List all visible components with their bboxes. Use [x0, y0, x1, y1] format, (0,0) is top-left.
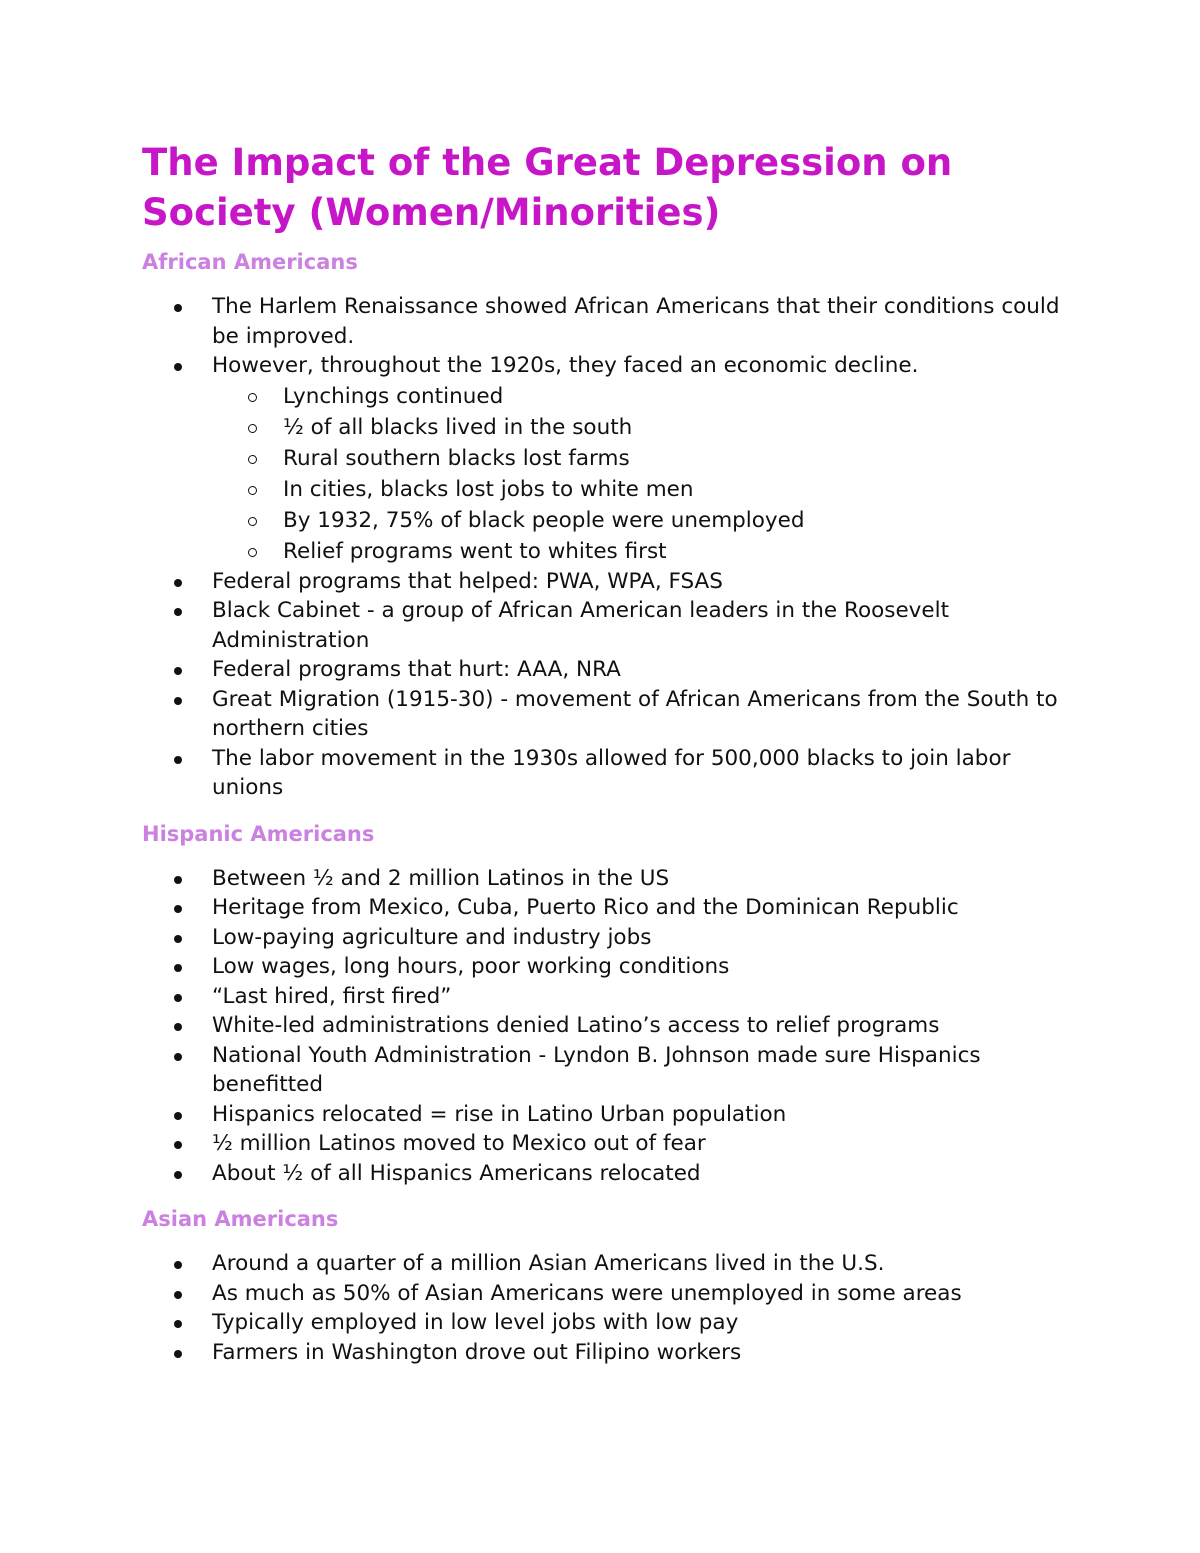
list-item: Farmers in Washington drove out Filipino workers — [142, 1338, 1072, 1368]
section-heading-african-americans: African Americans — [142, 250, 358, 274]
sub-list-item: In cities, blacks lost jobs to white men — [142, 474, 1072, 505]
list-item: The labor movement in the 1930s allowed for 500,000 blacks to join labor unions — [142, 744, 1072, 803]
bullet-icon — [174, 1141, 182, 1149]
list-item: Low-paying agriculture and industry jobs — [142, 923, 1072, 953]
list-item: About ½ of all Hispanics Americans relocated — [142, 1159, 1072, 1189]
bullet-icon — [174, 876, 182, 884]
african-americans-sublist — [142, 381, 1072, 567]
bullet-icon — [174, 304, 182, 312]
list-item: However, throughout the 1920s, they faced an economic decline. — [142, 351, 1072, 381]
list-item: Low wages, long hours, poor working conditions — [142, 952, 1072, 982]
bullet-icon — [174, 1350, 182, 1358]
list-item: National Youth Administration - Lyndon B. Johnson made sure Hispanics benefitted — [142, 1041, 1072, 1100]
bullet-icon — [174, 1023, 182, 1031]
list-item: Federal programs that helped: PWA, WPA, FSAS — [142, 567, 1072, 597]
bullet-icon — [174, 608, 182, 616]
list-item: Black Cabinet - a group of African American leaders in the Roosevelt Administration — [142, 596, 1072, 655]
section-heading-asian-americans: Asian Americans — [142, 1207, 339, 1231]
sub-list-item: Relief programs went to whites first — [142, 536, 1072, 567]
hispanic-americans-list — [142, 864, 1072, 1189]
bullet-icon — [174, 1112, 182, 1120]
list-item: Between ½ and 2 million Latinos in the US — [142, 864, 1072, 894]
list-item: Federal programs that hurt: AAA, NRA — [142, 655, 1072, 685]
document-page — [142, 138, 1072, 1367]
list-item: “Last hired, first fired” — [142, 982, 1072, 1012]
african-americans-list — [142, 292, 1072, 381]
bullet-icon — [174, 905, 182, 913]
hollow-bullet-icon — [248, 548, 257, 557]
bullet-icon — [174, 1053, 182, 1061]
sub-list-item: ½ of all blacks lived in the south — [142, 412, 1072, 443]
hollow-bullet-icon — [248, 424, 257, 433]
bullet-icon — [174, 667, 182, 675]
hollow-bullet-icon — [248, 517, 257, 526]
sub-list-item: By 1932, 75% of black people were unemployed — [142, 505, 1072, 536]
bullet-icon — [174, 1171, 182, 1179]
bullet-icon — [174, 1320, 182, 1328]
sub-list-item: Lynchings continued — [142, 381, 1072, 412]
hollow-bullet-icon — [248, 455, 257, 464]
list-item: Heritage from Mexico, Cuba, Puerto Rico and the Dominican Republic — [142, 893, 1072, 923]
list-item: White-led administrations denied Latino’s access to relief programs — [142, 1011, 1072, 1041]
list-item: Around a quarter of a million Asian Americans lived in the U.S. — [142, 1249, 1072, 1279]
bullet-icon — [174, 363, 182, 371]
document-title: The Impact of the Great Depression on Society (Women/Minorities) — [142, 141, 953, 234]
list-item: Hispanics relocated = rise in Latino Urban population — [142, 1100, 1072, 1130]
hollow-bullet-icon — [248, 393, 257, 402]
bullet-icon — [174, 579, 182, 587]
section-heading-hispanic-americans: Hispanic Americans — [142, 821, 375, 846]
bullet-icon — [174, 964, 182, 972]
list-item: Typically employed in low level jobs with low pay — [142, 1308, 1072, 1338]
bullet-icon — [174, 935, 182, 943]
asian-americans-list — [142, 1249, 1072, 1367]
bullet-icon — [174, 1261, 182, 1269]
list-item: Great Migration (1915-30) - movement of African Americans from the South to northern cities — [142, 685, 1072, 744]
bullet-icon — [174, 756, 182, 764]
bullet-icon — [174, 994, 182, 1002]
list-item: The Harlem Renaissance showed African Americans that their conditions could be improved. — [142, 292, 1072, 351]
african-americans-list-continued — [142, 567, 1072, 803]
sub-list-item: Rural southern blacks lost farms — [142, 443, 1072, 474]
bullet-icon — [174, 697, 182, 705]
bullet-icon — [174, 1291, 182, 1299]
list-item: As much as 50% of Asian Americans were unemployed in some areas — [142, 1279, 1072, 1309]
hollow-bullet-icon — [248, 486, 257, 495]
list-item: ½ million Latinos moved to Mexico out of fear — [142, 1129, 1072, 1159]
